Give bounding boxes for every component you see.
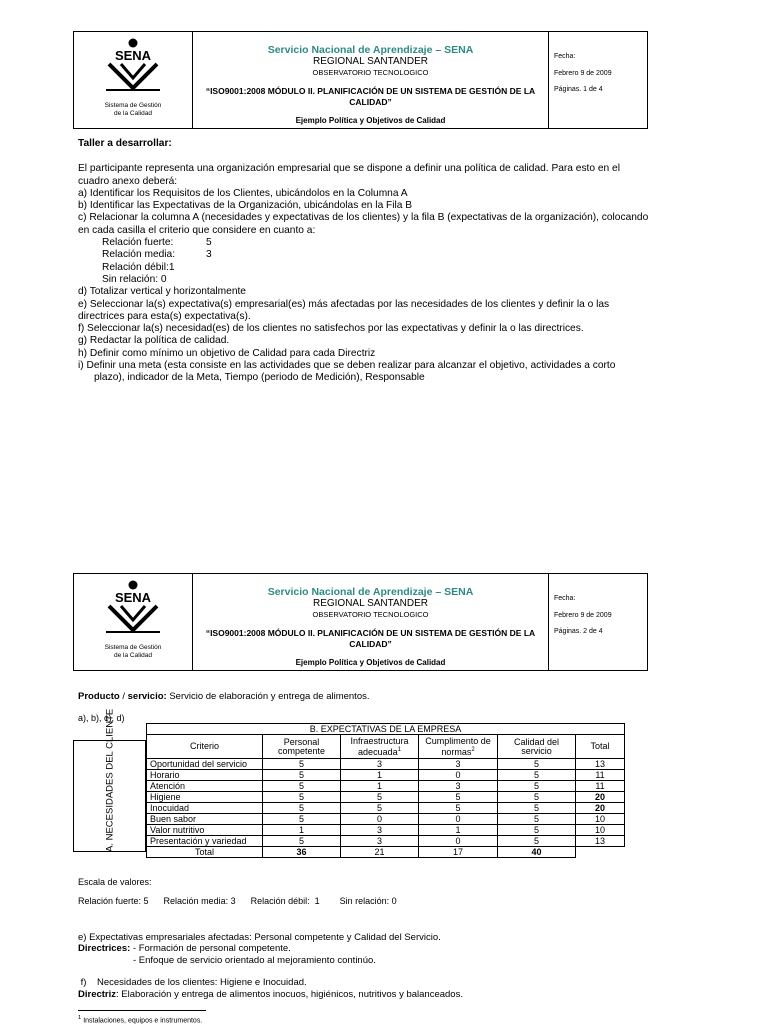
col-criterio: Criterio [147,735,263,759]
row-total-cell: 10 [576,825,625,836]
row-total-cell: 20 [576,792,625,803]
page-count: Páginas. 2 de 4 [554,628,603,635]
criterio-cell: Inocuidad [147,803,263,814]
relation-matrix [146,723,625,858]
value-cell: 5 [263,803,341,814]
meta-cell [549,574,647,670]
system-label: Sistema de Gestión de la Calidad [104,644,162,659]
step-b: b) Identificar las Expectativas de la Organización, ubicándolas en la Fila B [78,200,413,212]
fecha-value: Febrero 9 de 2009 [554,612,612,619]
page1-body [78,138,650,385]
value-cell: 5 [498,803,576,814]
rel-fuerte: Relación fuerte: 5 [102,237,212,249]
value-cell: 0 [419,770,498,781]
table-row [147,803,625,814]
value-cell: 1 [419,825,498,836]
fecha-label: Fecha: [554,53,576,60]
criterio-cell: Atención [147,781,263,792]
e-line: e) Expectativas empresariales afectadas: Personal competente y Calidad del Servicio. [78,932,441,943]
value-cell: 3 [419,781,498,792]
escala-title: Escala de valores: [78,877,152,887]
iso-title: “ISO9001:2008 MÓDULO II. PLANIFICACIÓN DE UN SISTEMA DE GESTIÓN DE LA CALIDAD” [205,86,536,107]
value-cell: 3 [341,759,419,770]
value-cell: 0 [341,814,419,825]
criterio-cell: Presentación y variedad [147,836,263,847]
iso-title: “ISO9001:2008 MÓDULO II. PLANIFICACIÓN DE UN SISTEMA DE GESTIÓN DE LA CALIDAD” [205,628,536,649]
value-cell: 5 [498,814,576,825]
value-cell: 5 [341,803,419,814]
matrix-title: B. EXPECTATIVAS DE LA EMPRESA [147,724,625,735]
f-line: f) Necesidades de los clientes: Higiene e Inocuidad. [78,977,307,988]
empty-cell [576,847,625,858]
value-cell: 1 [341,770,419,781]
row-total-cell: 20 [576,803,625,814]
value-cell: 5 [263,814,341,825]
value-cell: 5 [263,770,341,781]
step-i-cont: plazo), indicador de la Meta, Tiempo (periodo de Medición), Responsable [94,372,425,384]
value-cell: 0 [419,814,498,825]
row-total-cell: 11 [576,770,625,781]
total-cell: 40 [498,847,576,858]
rel-media: Relación media: 3 [102,249,212,261]
value-cell: 3 [341,836,419,847]
step-a: a) Identificar los Requisitos de los Clientes, ubicándolos en la Columna A [78,187,408,199]
header-block-page1 [73,31,648,129]
row-total-cell: 11 [576,781,625,792]
row-total-cell: 13 [576,836,625,847]
value-cell: 3 [419,759,498,770]
title-cell [193,574,549,670]
value-cell: 5 [498,825,576,836]
table-row [147,759,625,770]
steps-label: a), b), c), d) [78,713,125,723]
title-cell [193,32,549,128]
col-infra: Infraestructura adecuada$^1$ [341,735,419,759]
value-cell: 5 [263,781,341,792]
logo-text: SENA [114,48,152,63]
directrices-line: Directrices: - Formación de personal competente. [78,943,291,954]
directriz2-line: - Enfoque de servicio orientado al mejoramiento continúo. [133,955,376,966]
value-cell: 5 [263,792,341,803]
taller-title: Taller a desarrollar: [78,138,172,149]
step-i: i) Definir una meta (esta consiste en las actividades que se deben realizar para alcanzar el objetivo, actividades a corto [78,360,616,372]
org-name: Servicio Nacional de Aprendizaje – SENA [267,586,474,598]
total-cell: 17 [419,847,498,858]
col-normas: Cumplimento de normas$^2$ [419,735,498,759]
row-total-cell: 10 [576,814,625,825]
logo-text: SENA [114,590,152,605]
value-cell: 5 [263,759,341,770]
row-total-cell: 13 [576,759,625,770]
criterio-cell: Horario [147,770,263,781]
value-cell: 5 [498,759,576,770]
observatorio: OBSERVATORIO TECNOLOGICO [312,68,429,77]
table-row [147,836,625,847]
doc-subtitle: Ejemplo Política y Objetivos de Calidad [295,658,446,667]
value-cell: 3 [341,825,419,836]
fecha-value: Febrero 9 de 2009 [554,70,612,77]
logo-cell [74,574,193,670]
header-block-page2 [73,573,648,671]
rel-debil: Relación débil:1 [102,261,175,273]
value-cell: 1 [263,825,341,836]
observatorio: OBSERVATORIO TECNOLOGICO [312,610,429,619]
value-cell: 1 [341,781,419,792]
table-row [147,814,625,825]
table-row [147,781,625,792]
system-label: Sistema de Gestión de la Calidad [104,102,162,117]
regional: REGIONAL SANTANDER [312,598,429,609]
logo-cell [74,32,193,128]
value-cell: 5 [498,836,576,847]
step-h: h) Definir como mínimo un objetivo de Calidad para cada Directriz [78,347,376,359]
step-d: d) Totalizar vertical y horizontalmente [78,286,246,298]
total-cell: 36 [263,847,341,858]
step-e: e) Seleccionar la(s) expectativa(s) empresarial(es) más afectadas por las necesidades de los clientes y definir la o las directrices para esta(s) expectativa(s). [78,298,610,322]
value-cell: 5 [498,781,576,792]
org-name: Servicio Nacional de Aprendizaje – SENA [267,44,474,56]
value-cell: 5 [341,792,419,803]
criterio-cell: Oportunidad del servicio [147,759,263,770]
value-cell: 5 [263,836,341,847]
criterio-cell: Buen sabor [147,814,263,825]
table-row [147,825,625,836]
total-cell: 21 [341,847,419,858]
value-cell: 0 [419,836,498,847]
footnote: $^1$ Instalaciones, equipos e instrumentos. [78,1010,206,1024]
directriz-line: Directriz: Elaboración y entrega de alimentos inocuos, higiénicos, nutritivos y balanceados. [78,989,463,1000]
intro-text: El participante representa una organización empresarial que se dispone a definir una política de calidad. Para esto en el cuadro anexo deberá: [78,163,620,187]
criterio-cell: Higiene [147,792,263,803]
sin-rel: Sin relación: 0 [102,273,167,285]
value-cell: 5 [498,792,576,803]
col-calidad: Calidad del servicio [498,735,576,759]
producto-line: Producto / servicio: Servicio de elaboración y entrega de alimentos. [78,691,370,702]
step-c: c) Relacionar la columna A (necesidades y expectativas de los clientes) y la fila B (expectativas de la organización), colocando en cada casilla el criterio que considere en cuanto a: [78,212,649,236]
col-total: Total [576,735,625,759]
sena-logo-icon [103,580,163,635]
sena-logo-icon [103,38,163,93]
value-cell: 5 [498,770,576,781]
step-f: f) Seleccionar la(s) necesidad(es) de los clientes no satisfechos por las expectativas y definir la o las directrices. [78,323,584,335]
step-g: g) Redactar la política de calidad. [78,335,230,347]
criterio-cell: Valor nutritivo [147,825,263,836]
escala-values: Relación fuerte: 5 Relación media: 3 Relación débil: 1 Sin relación: 0 [78,896,397,906]
value-cell: 5 [419,792,498,803]
doc-subtitle: Ejemplo Política y Objetivos de Calidad [295,116,446,125]
meta-cell [549,32,647,128]
value-cell: 5 [419,803,498,814]
fecha-label: Fecha: [554,595,576,602]
col-personal: Personal competente [263,735,341,759]
page-count: Páginas. 1 de 4 [554,86,603,93]
total-label: Total [147,847,263,858]
side-label: A. NECESIDADES DEL CLIENTE [104,708,115,852]
regional: REGIONAL SANTANDER [312,56,429,67]
table-row [147,770,625,781]
table-row [147,792,625,803]
